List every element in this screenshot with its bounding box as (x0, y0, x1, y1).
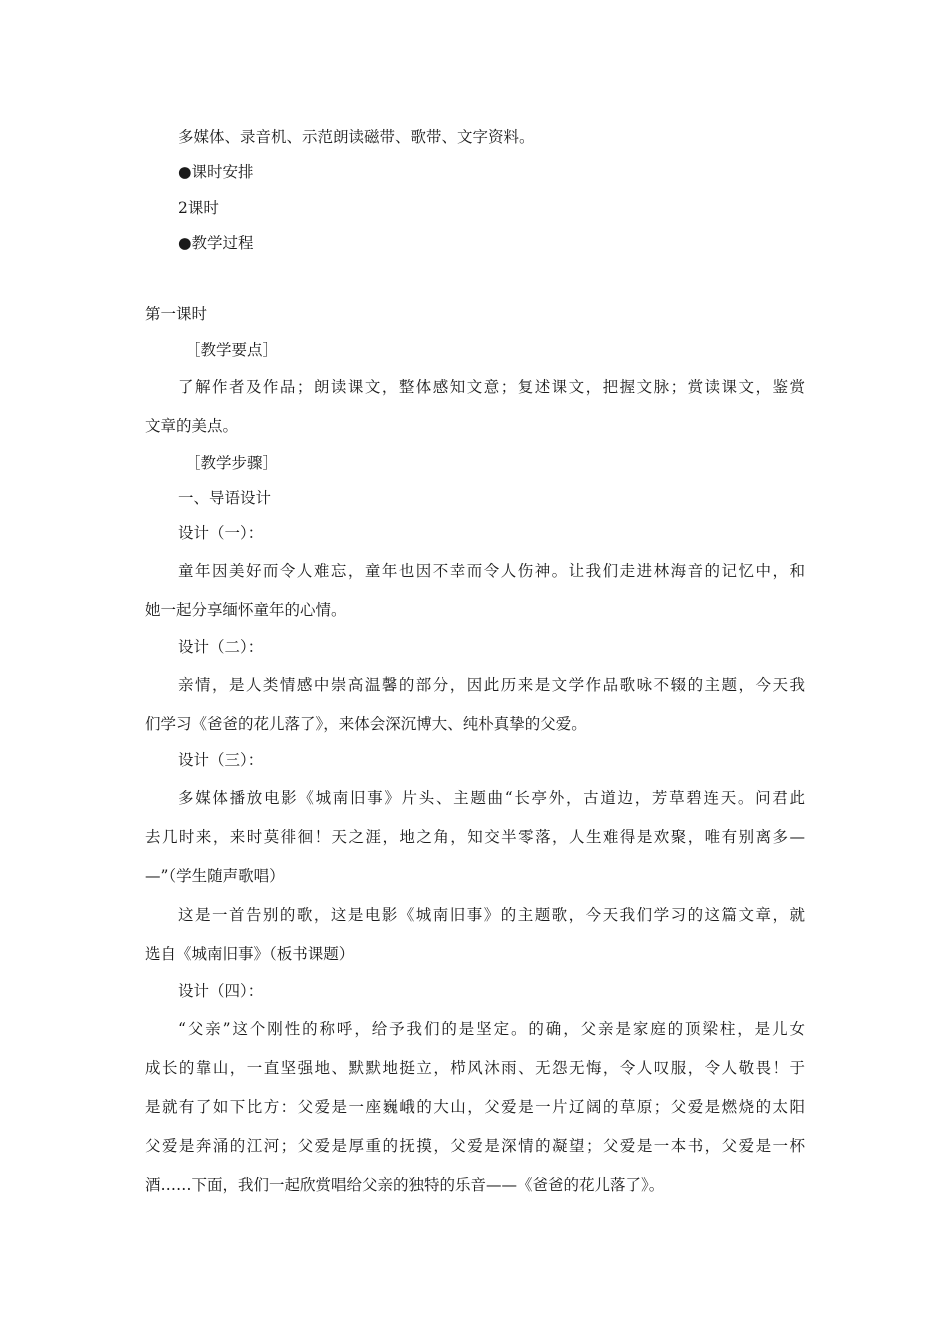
design2-label: 设计（二）： (178, 638, 264, 656)
design3-label: 设计（三）： (178, 751, 264, 769)
key-points-line-2: 文章的美点。 (145, 417, 239, 435)
design2-line-2: 们学习《爸爸的花儿落了》，来体会深沉博大、纯朴真挚的父爱。 (145, 715, 587, 733)
process-heading: ●教学过程 (178, 234, 254, 252)
materials-text: 多媒体、录音机、示范朗读磁带、歌带、文字资料。 (178, 128, 535, 146)
design4-line-3: 是就有了如下比方：父爱是一座巍峨的大山，父爱是一片辽阔的草原；父爱是燃烧的太阳 (145, 1098, 805, 1116)
design1-line-1: 童年因美好而令人难忘，童年也因不幸而令人伤神。让我们走进林海音的记忆中，和 (178, 562, 805, 580)
schedule-heading: ●课时安排 (178, 163, 254, 181)
design4-line-5: 酒……下面，我们一起欣赏唱给父亲的独特的乐音——《爸爸的花儿落了》。 (145, 1176, 665, 1194)
design4-line-4: 父爱是奔涌的江河；父爱是厚重的抚摸，父爱是深情的凝望；父爱是一本书，父爱是一杯 (145, 1137, 805, 1155)
lesson-title: 第一课时 (145, 305, 208, 323)
design4-label: 设计（四）： (178, 982, 264, 1000)
design1-label: 设计（一）： (178, 524, 264, 542)
design1-line-2: 她一起分享缅怀童年的心情。 (145, 601, 347, 619)
key-points-heading: ［教学要点］ (185, 341, 279, 359)
section1-heading: 一、导语设计 (178, 489, 272, 507)
schedule-value: 2课时 (178, 199, 219, 217)
key-points-line-1: 了解作者及作品；朗读课文，整体感知文意；复述课文，把握文脉；赏读课文，鉴赏 (178, 378, 805, 396)
design4-line-2: 成长的靠山，一直坚强地、默默地挺立，栉风沐雨、无怨无悔，令人叹服，令人敬畏！于 (145, 1059, 805, 1077)
design3-line-3: —”（学生随声歌唱） (145, 867, 285, 885)
design3-line-1: 多媒体播放电影《城南旧事》片头、主题曲“长亭外，古道边，芳草碧连天。问君此 (178, 789, 805, 807)
steps-heading: ［教学步骤］ (185, 454, 279, 472)
design3-line-5: 选自《城南旧事》（板书课题） (145, 945, 355, 963)
design4-line-1: “父亲”这个刚性的称呼，给予我们的是坚定。的确，父亲是家庭的顶梁柱，是儿女 (178, 1020, 805, 1038)
design3-line-2: 去几时来，来时莫徘徊！天之涯，地之角，知交半零落，人生难得是欢聚，唯有别离多— (145, 828, 805, 846)
design3-line-4: 这是一首告别的歌，这是电影《城南旧事》的主题歌，今天我们学习的这篇文章，就 (178, 906, 805, 924)
design2-line-1: 亲情，是人类情感中崇高温馨的部分，因此历来是文学作品歌咏不辍的主题，今天我 (178, 676, 805, 694)
